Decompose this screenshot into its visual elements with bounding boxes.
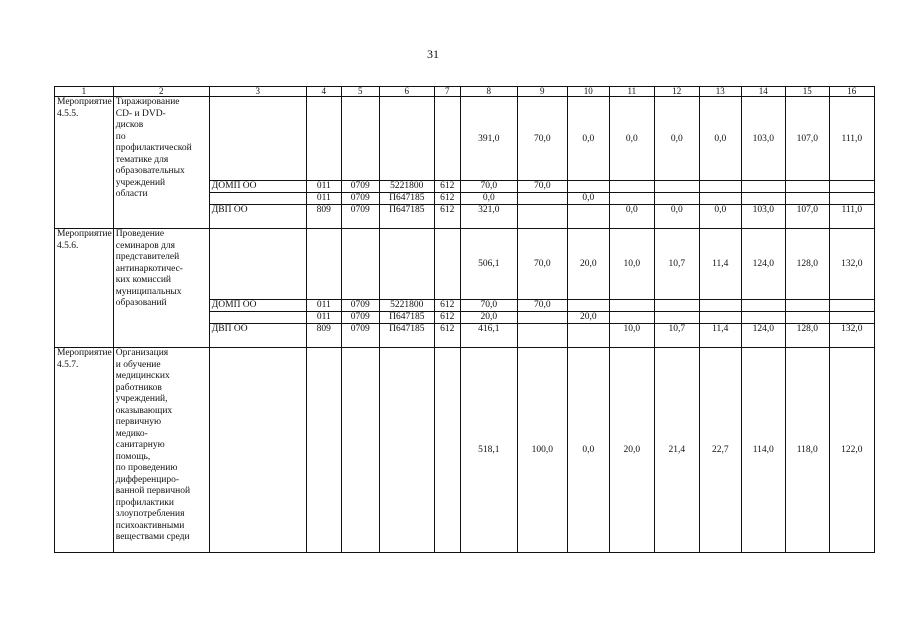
total-value: 20,0	[609, 348, 654, 553]
description-line: работников	[115, 382, 162, 393]
block-4-5-6-total-row	[55, 229, 875, 300]
row-value: 70,0	[517, 181, 567, 193]
description-line: профилактики	[115, 497, 174, 508]
description-line: дисков	[115, 120, 144, 130]
total-value: 0,0	[567, 97, 609, 181]
description-line: по	[115, 131, 126, 142]
total-value: 11,4	[699, 229, 741, 300]
total-value: 22,7	[699, 348, 741, 553]
row-value	[741, 300, 785, 312]
row-value	[829, 181, 874, 193]
description-line: дифференциро-	[115, 474, 180, 485]
cell	[434, 348, 460, 553]
description-line: по проведению	[115, 463, 178, 473]
description-line: и обучение	[115, 359, 161, 370]
row-value	[609, 193, 654, 205]
row-value	[741, 193, 785, 205]
row-value	[741, 312, 785, 324]
agency-cell: ДВП ОО	[209, 205, 306, 229]
row-value: П647185	[379, 324, 434, 348]
row-value	[785, 193, 829, 205]
description-line: CD- и DVD-	[115, 108, 166, 119]
row-value: 0709	[341, 300, 379, 312]
description-line: представителей	[115, 252, 180, 262]
description-line: муниципальных	[115, 286, 182, 297]
total-value: 124,0	[741, 229, 785, 300]
total-value: 0,0	[699, 97, 741, 181]
cell	[306, 97, 341, 181]
column-number-7: 7	[434, 87, 460, 97]
total-value: 107,0	[785, 97, 829, 181]
row-value: 20,0	[567, 312, 609, 324]
description-line: медицинских	[115, 371, 170, 381]
row-value: 612	[434, 324, 460, 348]
row-value	[699, 193, 741, 205]
row-value: 0709	[341, 193, 379, 205]
row-value: 5221800	[379, 300, 434, 312]
row-value	[654, 312, 699, 324]
agency-cell: ДВП ОО	[209, 324, 306, 348]
row-value: 0,0	[699, 205, 741, 229]
cell	[341, 348, 379, 553]
row-value	[567, 324, 609, 348]
cell	[341, 229, 379, 300]
row-value	[609, 300, 654, 312]
row-value: 612	[434, 205, 460, 229]
row-value: 011	[306, 193, 341, 205]
row-value	[699, 181, 741, 193]
row-value: 107,0	[785, 205, 829, 229]
description-line: психоактивными	[115, 520, 185, 531]
measure-label: Мероприятие 4.5.7.	[55, 348, 114, 553]
row-value: 0,0	[460, 193, 517, 205]
row-value: 416,1	[460, 324, 517, 348]
block-4-5-5-total-row	[55, 97, 875, 181]
row-value	[517, 312, 567, 324]
description-line: образований	[115, 298, 167, 308]
total-value: 70,0	[517, 97, 567, 181]
row-value: 612	[434, 300, 460, 312]
description-line: Тиражирование	[115, 97, 180, 107]
measure-description	[113, 97, 209, 229]
row-value: П647185	[379, 205, 434, 229]
row-value	[829, 300, 874, 312]
description-line: образовательных	[115, 166, 185, 176]
column-number-9: 9	[517, 87, 567, 97]
row-value: 103,0	[741, 205, 785, 229]
row-value: П647185	[379, 312, 434, 324]
row-value	[785, 300, 829, 312]
agency-cell	[209, 348, 306, 553]
measure-label: Мероприятие 4.5.5.	[55, 97, 114, 229]
total-value: 0,0	[609, 97, 654, 181]
row-value	[654, 193, 699, 205]
cell	[434, 229, 460, 300]
total-value: 20,0	[567, 229, 609, 300]
cell	[379, 97, 434, 181]
agency-cell	[209, 97, 306, 181]
total-value: 111,0	[829, 97, 874, 181]
total-value: 114,0	[741, 348, 785, 553]
description-line: профилактической	[115, 143, 192, 153]
row-value	[567, 300, 609, 312]
description-line: первичную	[115, 417, 162, 427]
row-value: 011	[306, 312, 341, 324]
column-number-11: 11	[609, 87, 654, 97]
column-number-16: 16	[829, 87, 874, 97]
row-value	[829, 193, 874, 205]
row-value	[517, 324, 567, 348]
row-value	[785, 312, 829, 324]
description-line: семинаров для	[115, 240, 176, 251]
row-value: 20,0	[460, 312, 517, 324]
agency-cell	[209, 193, 306, 205]
column-number-10: 10	[567, 87, 609, 97]
row-value	[654, 181, 699, 193]
row-value: 612	[434, 181, 460, 193]
description-line: Проведение	[115, 229, 165, 239]
description-line: области	[115, 189, 148, 199]
row-value: 321,0	[460, 205, 517, 229]
description-line: учреждений	[115, 177, 166, 188]
row-value: 70,0	[460, 300, 517, 312]
total-value: 100,0	[517, 348, 567, 553]
row-value	[567, 205, 609, 229]
row-value: 10,7	[654, 324, 699, 348]
row-value: 0709	[341, 205, 379, 229]
row-value: 0709	[341, 181, 379, 193]
description-line: санитарную	[115, 440, 165, 450]
description-line: злоупотребления	[115, 509, 185, 519]
description-line: учреждений,	[115, 394, 168, 404]
cell	[306, 229, 341, 300]
row-value	[567, 181, 609, 193]
column-number-13: 13	[699, 87, 741, 97]
cell	[434, 97, 460, 181]
column-number-12: 12	[654, 87, 699, 97]
total-value: 103,0	[741, 97, 785, 181]
description-line: помощь,	[115, 451, 151, 462]
row-value: 011	[306, 300, 341, 312]
agency-cell	[209, 312, 306, 324]
total-value: 21,4	[654, 348, 699, 553]
header-row	[55, 87, 875, 97]
row-value: 10,0	[609, 324, 654, 348]
row-value	[609, 181, 654, 193]
description-line: ких комиссий	[115, 275, 172, 285]
cell	[379, 229, 434, 300]
description-line: Организация	[115, 348, 169, 358]
total-value: 10,0	[609, 229, 654, 300]
description-line: веществами среди	[115, 532, 190, 542]
row-value: 70,0	[517, 300, 567, 312]
description-line: ванной первичной	[115, 486, 191, 496]
row-value: 0,0	[609, 205, 654, 229]
measure-description	[113, 348, 209, 553]
total-value: 0,0	[567, 348, 609, 553]
column-number-2: 2	[113, 87, 209, 97]
total-value: 0,0	[654, 97, 699, 181]
total-value: 518,1	[460, 348, 517, 553]
row-value: 809	[306, 205, 341, 229]
row-value	[517, 205, 567, 229]
description-line: оказывающих	[115, 405, 173, 416]
row-value: 0,0	[567, 193, 609, 205]
agency-cell: ДОМП ОО	[209, 181, 306, 193]
column-number-3: 3	[209, 87, 306, 97]
row-value: 011	[306, 181, 341, 193]
description-line: антинаркотичес-	[115, 263, 183, 274]
row-value	[517, 193, 567, 205]
total-value: 10,7	[654, 229, 699, 300]
row-value	[609, 312, 654, 324]
column-number-14: 14	[741, 87, 785, 97]
row-value	[785, 181, 829, 193]
row-value: П647185	[379, 193, 434, 205]
row-value	[741, 181, 785, 193]
column-number-5: 5	[341, 87, 379, 97]
column-number-4: 4	[306, 87, 341, 97]
total-value: 506,1	[460, 229, 517, 300]
measure-description	[113, 229, 209, 348]
row-value: 5221800	[379, 181, 434, 193]
row-value	[654, 300, 699, 312]
column-number-15: 15	[785, 87, 829, 97]
row-value: 11,4	[699, 324, 741, 348]
block-4-5-7-total-row	[55, 348, 875, 553]
description-line: тематике для	[115, 154, 169, 165]
cell	[341, 97, 379, 181]
row-value: 111,0	[829, 205, 874, 229]
agency-cell: ДОМП ОО	[209, 300, 306, 312]
row-value: 0709	[341, 312, 379, 324]
total-value: 118,0	[785, 348, 829, 553]
column-number-8: 8	[460, 87, 517, 97]
row-value: 70,0	[460, 181, 517, 193]
row-value: 132,0	[829, 324, 874, 348]
row-value: 128,0	[785, 324, 829, 348]
row-value: 0,0	[654, 205, 699, 229]
total-value: 391,0	[460, 97, 517, 181]
budget-table	[54, 86, 875, 553]
agency-cell	[209, 229, 306, 300]
row-value: 0709	[341, 324, 379, 348]
cell	[379, 348, 434, 553]
total-value: 122,0	[829, 348, 874, 553]
row-value: 612	[434, 193, 460, 205]
page-number: 31	[427, 47, 439, 61]
total-value: 132,0	[829, 229, 874, 300]
row-value: 124,0	[741, 324, 785, 348]
description-line: медико-	[115, 428, 148, 439]
column-number-1: 1	[55, 87, 114, 97]
row-value: 612	[434, 312, 460, 324]
row-value	[699, 312, 741, 324]
measure-label: Мероприятие 4.5.6.	[55, 229, 114, 348]
total-value: 70,0	[517, 229, 567, 300]
column-number-6: 6	[379, 87, 434, 97]
row-value: 809	[306, 324, 341, 348]
cell	[306, 348, 341, 553]
total-value: 128,0	[785, 229, 829, 300]
row-value	[829, 312, 874, 324]
row-value	[699, 300, 741, 312]
